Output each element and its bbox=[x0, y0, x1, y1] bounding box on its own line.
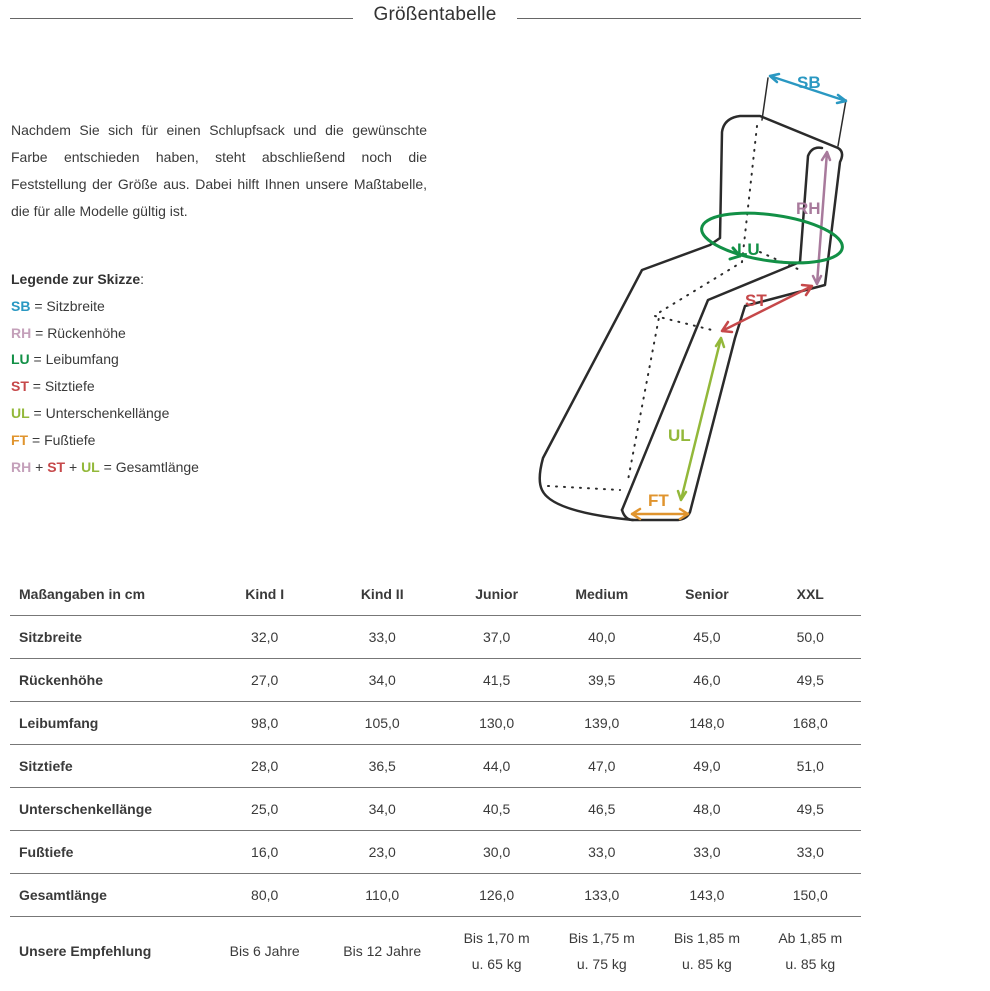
seam-front bbox=[628, 126, 757, 480]
recommendation-cell bbox=[320, 917, 444, 986]
page-title: Größentabelle bbox=[373, 4, 497, 25]
sb-extension-left bbox=[762, 78, 768, 120]
legend-text: = Sitztiefe bbox=[28, 378, 95, 395]
table-cell: 33,0 bbox=[654, 831, 759, 874]
sb-extension-right bbox=[838, 100, 846, 146]
title-divider-right bbox=[517, 18, 861, 19]
row-label: Leibumfang bbox=[10, 702, 209, 745]
table-cell: 40,0 bbox=[549, 616, 654, 659]
recommendation-line: u. 85 kg bbox=[785, 956, 836, 972]
legend-item-ft bbox=[11, 427, 341, 454]
legend-text: = Leibumfang bbox=[29, 351, 119, 368]
table-cell: 98,0 bbox=[209, 702, 320, 745]
table-cell: 23,0 bbox=[320, 831, 444, 874]
table-cell: 126,0 bbox=[444, 874, 549, 917]
table-cell: 110,0 bbox=[320, 874, 444, 917]
row-label: Sitzbreite bbox=[10, 616, 209, 659]
table-cell: 148,0 bbox=[654, 702, 759, 745]
table-cell: 47,0 bbox=[549, 745, 654, 788]
table-cell: 80,0 bbox=[209, 874, 320, 917]
table-cell: 143,0 bbox=[654, 874, 759, 917]
sketch-label-lu: LU bbox=[737, 240, 760, 259]
table-cell: 44,0 bbox=[444, 745, 549, 788]
recommendation-line: Bis 12 Jahre bbox=[343, 943, 422, 959]
page-header bbox=[10, 0, 861, 36]
seam-knee bbox=[655, 316, 712, 330]
sketch-label-st: ST bbox=[745, 291, 767, 310]
table-cell: 150,0 bbox=[759, 874, 861, 917]
recommendation-cell bbox=[549, 917, 654, 986]
sketch-label-rh: RH bbox=[796, 199, 821, 218]
row-label: Sitztiefe bbox=[10, 745, 209, 788]
table-cell: 168,0 bbox=[759, 702, 861, 745]
table-cell: 45,0 bbox=[654, 616, 759, 659]
legend-total bbox=[11, 454, 341, 481]
table-cell: 105,0 bbox=[320, 702, 444, 745]
table-row bbox=[10, 616, 861, 659]
table-cell: 16,0 bbox=[209, 831, 320, 874]
table-row bbox=[10, 745, 861, 788]
ft-arrow bbox=[632, 509, 688, 519]
column-header: Kind II bbox=[320, 572, 444, 616]
row-label: Rückenhöhe bbox=[10, 659, 209, 702]
table-cell: 30,0 bbox=[444, 831, 549, 874]
column-header: Senior bbox=[654, 572, 759, 616]
table-cell: 37,0 bbox=[444, 616, 549, 659]
table-cell: 41,5 bbox=[444, 659, 549, 702]
table-cell: 133,0 bbox=[549, 874, 654, 917]
size-table bbox=[10, 572, 861, 985]
legend-item-st bbox=[11, 373, 341, 400]
recommendation-cell bbox=[759, 917, 861, 986]
legend-abbr: SB bbox=[11, 297, 31, 314]
table-cell: 36,5 bbox=[320, 745, 444, 788]
legend-total-plus: + bbox=[65, 458, 82, 475]
legend-item-lu bbox=[11, 346, 341, 373]
sketch-label-ul: UL bbox=[668, 426, 691, 445]
legend-item-rh bbox=[11, 320, 341, 347]
row-label: Fußtiefe bbox=[10, 831, 209, 874]
legend-text: = Rückenhöhe bbox=[31, 324, 126, 341]
table-header-row bbox=[10, 572, 861, 616]
beanbag-sketch bbox=[530, 60, 860, 530]
recommendation-cell bbox=[654, 917, 759, 986]
recommendation-cell bbox=[209, 917, 320, 986]
legend-abbr: FT bbox=[11, 431, 29, 448]
table-corner-header: Maßangaben in cm bbox=[10, 572, 209, 616]
table-cell: 40,5 bbox=[444, 788, 549, 831]
column-header: Kind I bbox=[209, 572, 320, 616]
recommendation-line: Bis 1,70 m bbox=[463, 930, 530, 946]
legend-total-ul: UL bbox=[81, 458, 100, 475]
row-label: Gesamtlänge bbox=[10, 874, 209, 917]
table-cell: 49,5 bbox=[759, 788, 861, 831]
legend-total-plus: + bbox=[31, 458, 48, 475]
column-header: Junior bbox=[444, 572, 549, 616]
legend-text: = Unterschenkellänge bbox=[29, 404, 170, 421]
table-row bbox=[10, 788, 861, 831]
recommendation-line: Bis 1,75 m bbox=[568, 930, 635, 946]
legend-heading-text: Legende zur Skizze bbox=[11, 271, 141, 287]
table-row bbox=[10, 831, 861, 874]
table-cell: 46,5 bbox=[549, 788, 654, 831]
recommendation-line: u. 65 kg bbox=[471, 956, 522, 972]
recommendation-line: Bis 1,85 m bbox=[673, 930, 740, 946]
st-arrow bbox=[722, 285, 812, 332]
table-cell: 49,5 bbox=[759, 659, 861, 702]
table-row bbox=[10, 659, 861, 702]
legend-abbr: UL bbox=[11, 404, 30, 421]
table-cell: 33,0 bbox=[320, 616, 444, 659]
legend-abbr: ST bbox=[11, 378, 29, 395]
legend-item-ul bbox=[11, 400, 341, 427]
recommendation-line: u. 85 kg bbox=[682, 956, 732, 972]
sketch-label-ft: FT bbox=[648, 491, 669, 510]
sketch-label-sb: SB bbox=[797, 73, 821, 92]
title-divider-left bbox=[10, 18, 353, 19]
table-cell: 39,5 bbox=[549, 659, 654, 702]
column-header: XXL bbox=[759, 572, 861, 616]
table-cell: 34,0 bbox=[320, 659, 444, 702]
table-row bbox=[10, 702, 861, 745]
table-cell: 33,0 bbox=[549, 831, 654, 874]
ul-arrow bbox=[678, 338, 724, 500]
legend-total-rh: RH bbox=[11, 458, 32, 475]
seam-foot bbox=[548, 486, 620, 490]
table-cell: 27,0 bbox=[209, 659, 320, 702]
table-cell: 33,0 bbox=[759, 831, 861, 874]
row-label: Unsere Empfehlung bbox=[19, 943, 152, 959]
legend-total-st: ST bbox=[47, 458, 66, 475]
recommendation-line: Bis 6 Jahre bbox=[229, 943, 300, 959]
legend-abbr: RH bbox=[11, 324, 32, 341]
legend-text: = Sitzbreite bbox=[30, 297, 105, 314]
legend-heading-colon: : bbox=[140, 271, 145, 287]
table-cell: 51,0 bbox=[759, 745, 861, 788]
table-row bbox=[10, 874, 861, 917]
table-cell: 48,0 bbox=[654, 788, 759, 831]
table-cell: 34,0 bbox=[320, 788, 444, 831]
legend-heading bbox=[11, 266, 341, 293]
table-cell: 50,0 bbox=[759, 616, 861, 659]
table-cell: 32,0 bbox=[209, 616, 320, 659]
column-header: Medium bbox=[549, 572, 654, 616]
recommendation-cell bbox=[444, 917, 549, 986]
table-cell: 139,0 bbox=[549, 702, 654, 745]
legend-total-result: = Gesamtlänge bbox=[99, 458, 199, 475]
legend-text: = Fußtiefe bbox=[28, 431, 96, 448]
table-cell: 25,0 bbox=[209, 788, 320, 831]
table-cell: 28,0 bbox=[209, 745, 320, 788]
row-label: Unterschenkellänge bbox=[10, 788, 209, 831]
legend-item-sb bbox=[11, 293, 341, 320]
sketch-legend bbox=[11, 266, 341, 480]
intro-text: Nachdem Sie sich für einen Schlupfsack und die gewünschte Farbe entschieden haben, steht abschließend noch die Feststellung der Größe aus. Dabei hilft Ihnen unsere Maßtabelle, die für alle Modelle gültig ist. bbox=[11, 122, 427, 219]
legend-abbr: LU bbox=[11, 351, 30, 368]
recommendation-row bbox=[10, 917, 861, 986]
table-cell: 49,0 bbox=[654, 745, 759, 788]
recommendation-line: Ab 1,85 m bbox=[778, 930, 843, 946]
table-cell: 46,0 bbox=[654, 659, 759, 702]
table-cell: 130,0 bbox=[444, 702, 549, 745]
recommendation-line: u. 75 kg bbox=[576, 956, 627, 972]
